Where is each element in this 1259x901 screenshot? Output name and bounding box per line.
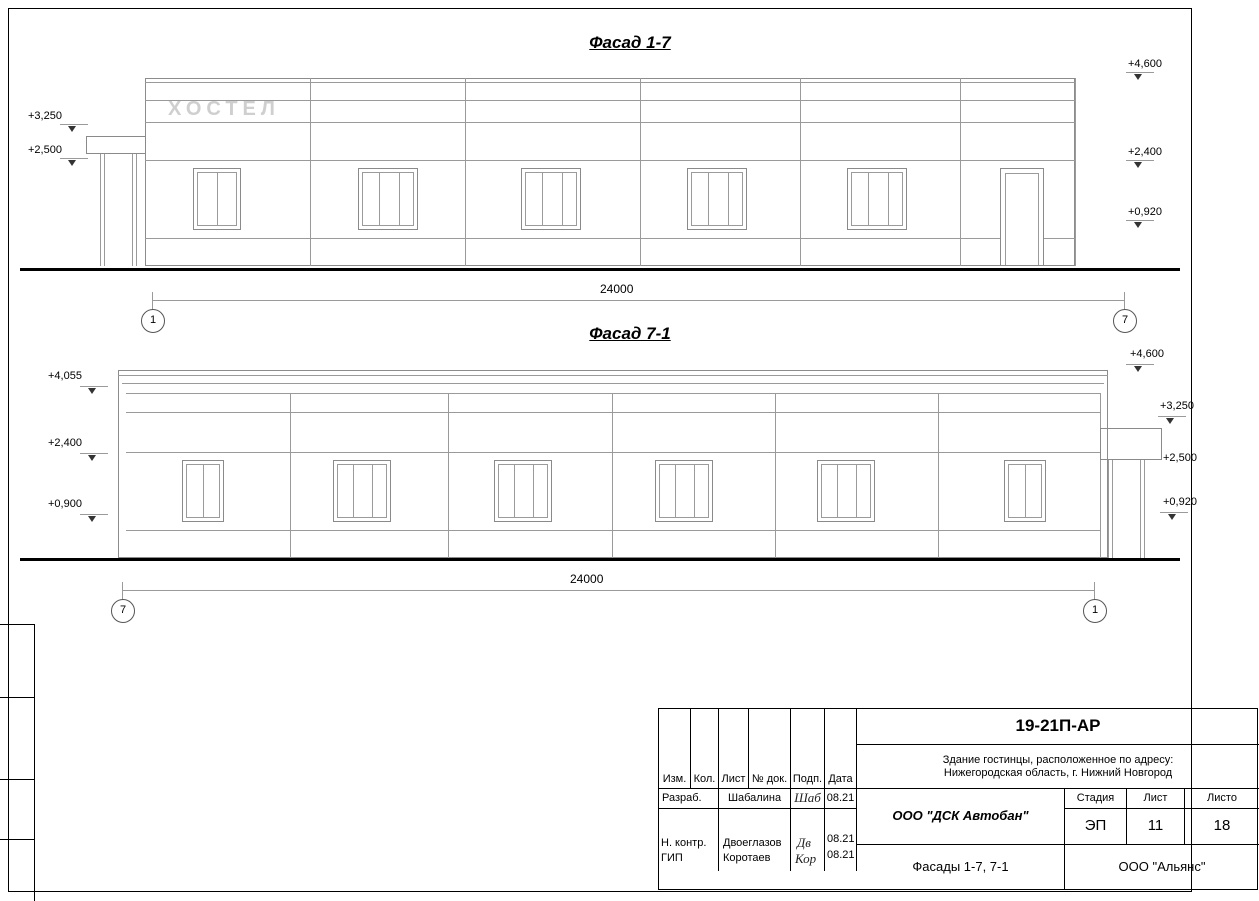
level-arrow [88,516,96,522]
roof-line [145,82,1075,83]
panel-joint [448,393,449,558]
band-line [145,238,1075,239]
window [333,460,391,522]
level-mark: +4,600 [1128,58,1162,70]
axis-bubble-left: 1 [141,309,165,333]
row-sign-0: Шаб [791,789,825,809]
level-arrow [1134,366,1142,372]
canopy-post [1144,460,1145,558]
level-arrow [1134,162,1142,168]
panel-joint [1100,393,1101,558]
canopy-post [104,154,105,266]
level-mark: +2,500 [28,144,62,156]
level-mark: +2,400 [1128,146,1162,158]
panel-joint [612,393,613,558]
col-podp: Подп. [791,771,825,789]
row-date-0: 08.21 [825,789,857,809]
level-mark: +0,900 [48,498,82,510]
canopy-post [1108,460,1109,558]
level-arrow [1168,514,1176,520]
object-description [857,745,1259,789]
col-list: Лист [719,771,749,789]
ground-line [20,268,1180,271]
owner-company: ООО "Альянс" [1118,859,1206,875]
dimension-value: 24000 [600,282,634,296]
panel-joint [775,393,776,558]
panel-joint [640,78,641,266]
hostel-sign: ХОСТЕЛ [168,98,280,120]
level-mark: +2,400 [48,437,82,449]
level-mark: +3,250 [1160,400,1194,412]
entrance-canopy [1100,428,1162,460]
entrance-door [1000,168,1044,266]
sheet-left-frame [0,624,35,901]
row-role-0: Разраб. [659,789,719,809]
canopy-post [132,154,133,266]
window [193,168,241,230]
row-name-1: Двоеглазов [723,837,782,849]
level-mark: +4,055 [48,370,82,382]
row-role-1: Н. контр. [661,837,707,849]
canopy-post [1112,460,1113,558]
designer-company: ООО "ДСК Автобан" [857,789,1065,845]
col-data: Дата [825,771,857,789]
canopy-post [136,154,137,266]
sheet-header: Лист [1127,789,1185,809]
level-arrow [68,160,76,166]
row-date-1: 08.21 [827,833,855,845]
canopy-post [100,154,101,266]
row-name-2: Коротаев [723,852,771,864]
facade-1-7-title: Фасад 1-7 [589,33,671,52]
level-mark: +4,600 [1130,348,1164,360]
row-role-2: ГИП [661,852,683,864]
band-line [126,530,1100,531]
stage-header: Стадия [1065,789,1127,809]
ground-line [20,558,1180,561]
level-arrow [68,126,76,132]
panel-joint [1075,78,1076,266]
row-sign-2: Кор [795,851,817,866]
axis-bubble-left: 7 [111,599,135,623]
stage-value: ЭП [1065,809,1127,845]
sheets-header: Листо [1185,789,1259,809]
row-name-0: Шабалина [719,789,791,809]
roof-line [122,383,1104,384]
col-doc: № док. [749,771,791,789]
window [1004,460,1046,522]
object-line-2: Нижегородская область, г. Нижний Новгород [943,766,1173,779]
window [521,168,581,230]
level-mark: +2,500 [1163,452,1197,464]
level-mark: +3,250 [28,110,62,122]
panel-joint [938,393,939,558]
panel-joint [465,78,466,266]
panel-joint [960,78,961,266]
band-line [126,412,1100,413]
facade-7-1-title: Фасад 7-1 [589,324,671,343]
entrance-canopy [86,136,146,154]
level-arrow [1134,74,1142,80]
window [358,168,418,230]
level-arrow [88,388,96,394]
panel-joint [310,78,311,266]
level-arrow [88,455,96,461]
dimension-value: 24000 [570,572,604,586]
sheets-value: 18 [1185,809,1259,845]
band-line [145,122,1075,123]
axis-bubble-right: 1 [1083,599,1107,623]
canopy-post [1140,460,1141,558]
band-line [126,452,1100,453]
drawing-name: Фасады 1-7, 7-1 [857,845,1065,890]
window [655,460,713,522]
roof-line [126,393,1100,394]
col-kol: Кол. [691,771,719,789]
dimension-line [152,300,1124,301]
band-line [145,160,1075,161]
panel-joint [800,78,801,266]
window [494,460,552,522]
panel-joint [290,393,291,558]
row-sign-1: Дв [797,835,811,850]
level-arrow [1166,418,1174,424]
window [847,168,907,230]
level-mark: +0,920 [1128,206,1162,218]
dimension-line [122,590,1094,591]
band-line [145,100,1075,101]
axis-bubble-right: 7 [1113,309,1137,333]
window [687,168,747,230]
project-code: 19-21П-АР [857,709,1259,745]
window [817,460,875,522]
row-date-2: 08.21 [827,849,855,861]
col-izm: Изм. [659,771,691,789]
object-line-1: Здание гостинцы, расположенное по адресу: [942,754,1174,767]
roof-line [118,375,1108,376]
title-block [658,708,1258,890]
level-arrow [1134,222,1142,228]
level-mark: +0,920 [1163,496,1197,508]
window [182,460,224,522]
sheet-value: 11 [1127,809,1185,845]
